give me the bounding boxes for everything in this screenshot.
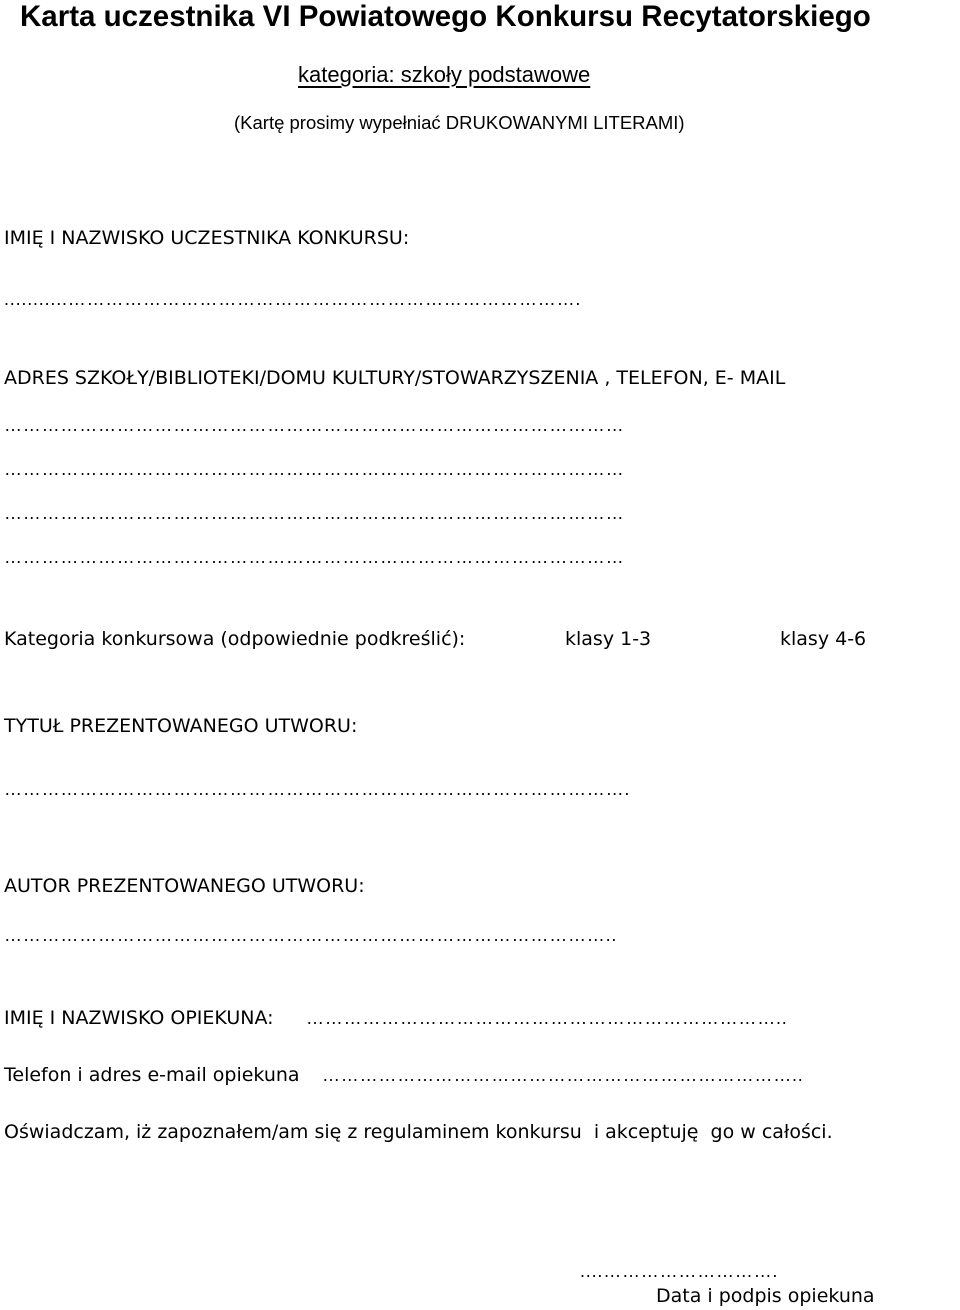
category-subtitle: kategoria: szkoły podstawowe xyxy=(298,62,591,87)
work-author-field[interactable]: …………………………………………………………………………………….. xyxy=(4,925,618,945)
fill-instruction: (Kartę prosimy wypełniać DRUKOWANYMI LITERAMI) xyxy=(234,112,685,133)
participant-name-field[interactable]: ...........………………………………………………………………………. xyxy=(4,289,582,309)
signature-label: Data i podpis opiekuna xyxy=(656,1285,875,1307)
category-option-grades-1-3[interactable]: klasy 1-3 xyxy=(565,628,652,650)
work-title-field[interactable]: ………………………………………………………………………………………. xyxy=(4,779,631,799)
page-title: Karta uczestnika VI Powiatowego Konkursu Recytatorskiego xyxy=(20,0,871,33)
address-label: ADRES SZKOŁY/BIBLIOTEKI/DOMU KULTURY/STOWARZYSZENIA , TELEFON, E- MAIL xyxy=(4,367,786,389)
participant-name-label: IMIĘ I NAZWISKO UCZESTNIKA KONKURSU: xyxy=(4,227,410,249)
category-option-grades-4-6[interactable]: klasy 4-6 xyxy=(780,628,867,650)
category-label: Kategoria konkursowa (odpowiednie podkreślić): xyxy=(4,628,466,650)
work-author-label: AUTOR PREZENTOWANEGO UTWORU: xyxy=(4,875,365,897)
guardian-contact-field[interactable]: ………………………………………………………………….. xyxy=(322,1065,804,1085)
address-field-line-4[interactable]: ……………………………………………………………………………………… xyxy=(4,547,625,567)
work-title-label: TYTUŁ PREZENTOWANEGO UTWORU: xyxy=(4,715,358,737)
address-field-line-1[interactable]: ……………………………………………………………………………………… xyxy=(4,415,625,435)
guardian-name-label: IMIĘ I NAZWISKO OPIEKUNA: xyxy=(4,1007,274,1029)
regulations-declaration: Oświadczam, iż zapoznałem/am się z regulaminem konkursu i akceptuję go w całości. xyxy=(4,1121,833,1143)
guardian-contact-label: Telefon i adres e-mail opiekuna xyxy=(4,1064,300,1086)
address-field-line-2[interactable]: ……………………………………………………………………………………… xyxy=(4,459,625,479)
signature-field[interactable]: ....………………………. xyxy=(580,1261,779,1281)
address-field-line-3[interactable]: ……………………………………………………………………………………… xyxy=(4,503,625,523)
guardian-name-field[interactable]: ………………………………………………………………….. xyxy=(306,1008,788,1028)
